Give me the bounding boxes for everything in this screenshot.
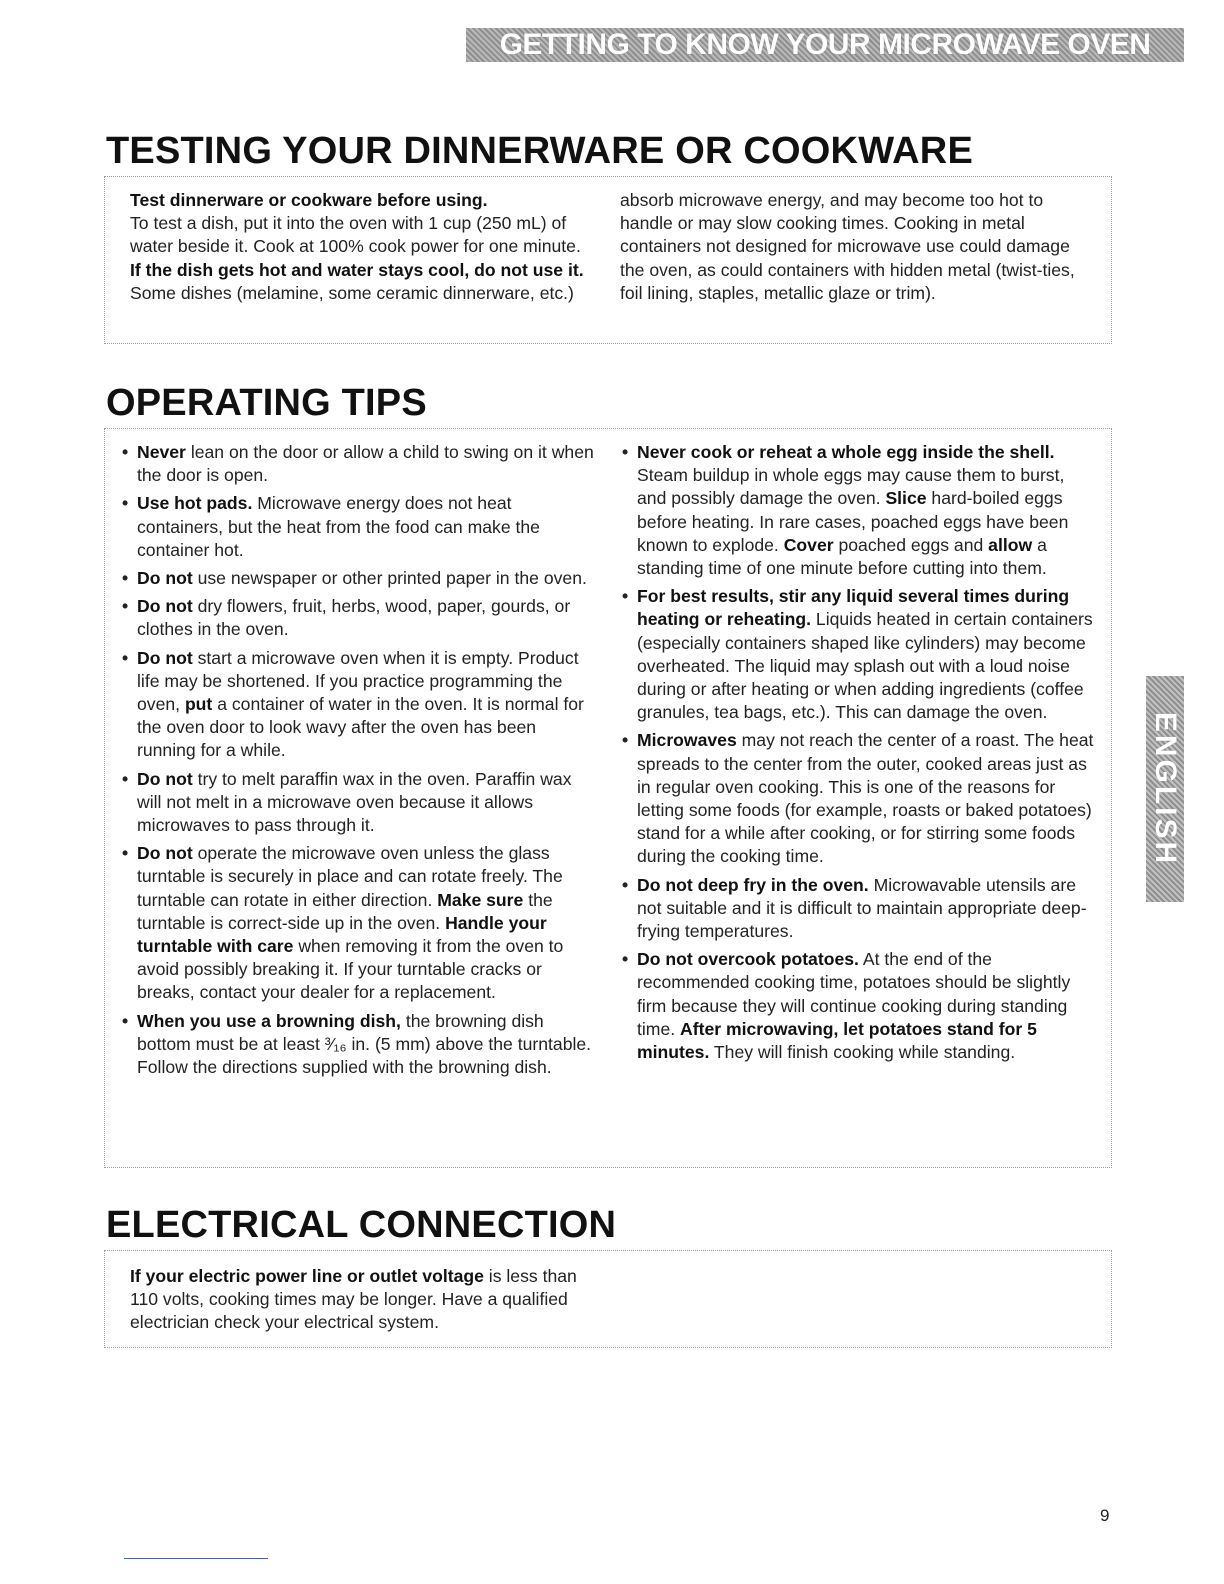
tip-item: • Use hot pads. Microwave energy does not heat containers, but the heat from the food can make the container hot. <box>122 492 596 562</box>
tip-item: • Do not deep fry in the oven. Microwavable utensils are not suitable and it is difficult to maintain appropriate deep-frying temperatures. <box>622 874 1096 944</box>
page-number: 9 <box>1100 1506 1110 1525</box>
tip-item: • Never cook or reheat a whole egg inside the shell. Steam buildup in whole eggs may cause them to burst, and possibly damage the oven. Slice hard-boiled eggs before heating. In rare cases, poached eggs have been known to explode. Cover poached eggs and allow a standing time of one minute before cutting into them. <box>622 441 1096 580</box>
tip-item: • Never lean on the door or allow a child to swing on it when the door is open. <box>122 441 596 487</box>
tip-item: • For best results, stir any liquid several times during heating or reheating. Liquids heated in certain containers (especially containers shaped like cylinders) may become overheated. The liquid may splash out with a loud noise during or after heating or when adding ingredients (coffee granules, tea bags, etc.). This can damage the oven. <box>622 585 1096 724</box>
testing-left-column <box>130 189 586 305</box>
tip-item: • When you use a browning dish, the browning dish bottom must be at least ³⁄₁₆ in. (5 mm) above the turntable. Follow the directions supplied with the browning dish. <box>122 1010 596 1080</box>
language-tab <box>1146 676 1184 902</box>
testing-paragraph-continued: absorb microwave energy, and may become too hot to handle or may slow cooking times. Cooking in metal containers not designed for microwave use could damage the oven, as could containers with hidden metal (twist-ties, foil lining, staples, metallic glaze or trim). <box>620 190 1075 303</box>
testing-title: TESTING YOUR DINNERWARE OR COOKWARE <box>106 130 973 172</box>
operating-tips-title: OPERATING TIPS <box>106 382 427 424</box>
tip-item: • Do not try to melt paraffin wax in the oven. Paraffin wax will not melt in a microwave oven because it allows microwaves to pass through it. <box>122 768 596 838</box>
section-banner <box>466 28 1184 62</box>
testing-paragraph: Test dinnerware or cookware before using. To test a dish, put it into the oven with 1 cup (250 mL) of water beside it. Cook at 100% cook power for one minute. If the dish gets hot and water stays cool, do not use it. Some dishes (melamine, some ceramic dinnerware, etc.) <box>130 190 584 303</box>
operating-tips-right-column <box>622 441 1096 1069</box>
testing-lead: Test dinnerware or cookware before using. <box>130 190 488 210</box>
operating-tips-left-column <box>122 441 596 1084</box>
footer-rule <box>124 1558 268 1559</box>
testing-right-column <box>620 189 1090 305</box>
tip-item: • Do not start a microwave oven when it is empty. Product life may be shortened. If you practice programming the oven, put a container of water in the oven. It is normal for the oven door to look wavy after the oven has been running for a while. <box>122 647 596 763</box>
section-banner-text: GETTING TO KNOW YOUR MICROWAVE OVEN <box>499 28 1151 61</box>
tip-item: • Do not dry flowers, fruit, herbs, wood, paper, gourds, or clothes in the oven. <box>122 595 596 641</box>
tip-item: • Do not operate the microwave oven unless the glass turntable is securely in place and can rotate freely. The turntable can rotate in either direction. Make sure the turntable is correct-side up in the oven. Handle your turntable with care when removing it from the oven to avoid possibly breaking it. If your turntable cracks or breaks, contact your dealer for a replacement. <box>122 842 596 1004</box>
electrical-text: If your electric power line or outlet voltage is less than 110 volts, cooking times may be longer. Have a qualified electrician check your electrical system. <box>130 1266 577 1333</box>
tip-item: • Do not overcook potatoes. At the end of the recommended cooking time, potatoes should be slightly firm because they will continue cooking during standing time. After microwaving, let potatoes stand for 5 minutes. They will finish cooking while standing. <box>622 948 1096 1064</box>
electrical-title: ELECTRICAL CONNECTION <box>106 1204 617 1246</box>
tip-item: • Microwaves may not reach the center of a roast. The heat spreads to the center from the outer, cooked areas just as in regular oven cooking. This is one of the reasons for letting some foods (for example, roasts or baked potatoes) stand for a while after cooking, or for stirring some foods during the cooking time. <box>622 729 1096 868</box>
tip-item: • Do not use newspaper or other printed paper in the oven. <box>122 567 596 590</box>
language-tab-label: ENGLISH <box>1149 711 1183 867</box>
